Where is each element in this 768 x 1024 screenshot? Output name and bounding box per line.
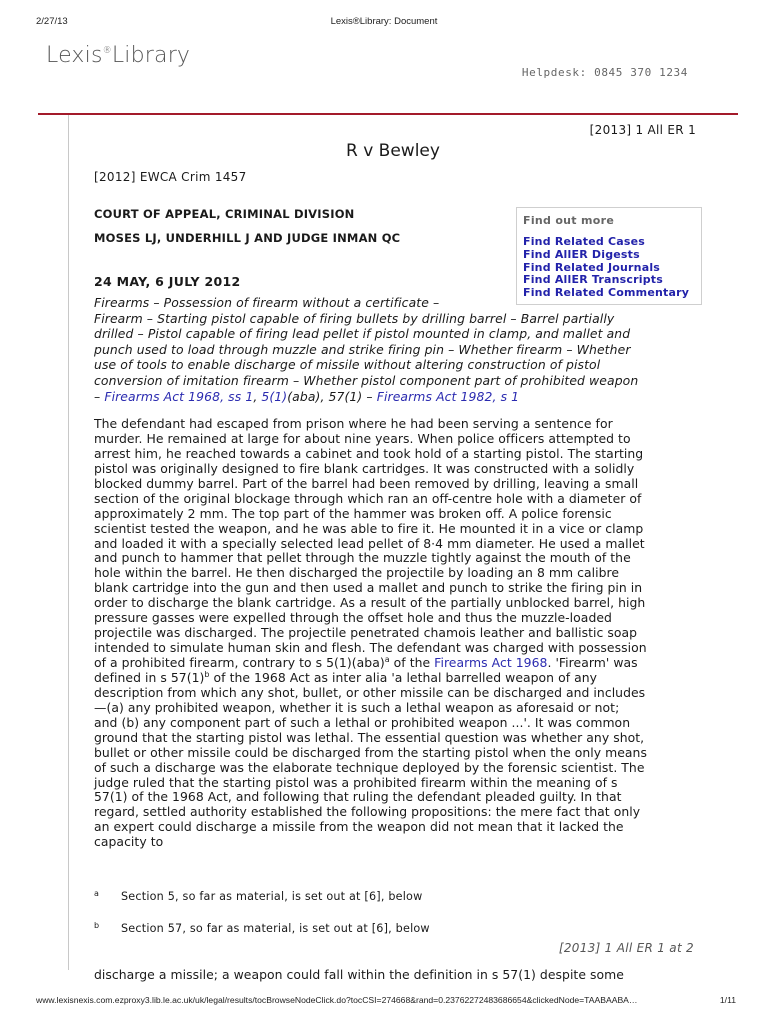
find-out-more-panel xyxy=(516,207,702,305)
catchword-line: conversion of imitation firearm – Whether pistol component part of prohibited weapon xyxy=(94,372,639,388)
body-line: section of the original blockage through which ran an off-centre hole with a diameter of xyxy=(94,490,642,506)
body-line: regard, settled authority established the following propositions: the mere fact that only xyxy=(94,804,641,820)
body-line: arrest him, he reached towards a cabinet and took hold of a starting pistol. The starting xyxy=(94,445,644,461)
body-line: approximately 2 mm. The top part of the hammer was broken off. A police forensic xyxy=(94,505,612,521)
header-divider xyxy=(38,113,738,115)
court-name: COURT OF APPEAL, CRIMINAL DIVISION xyxy=(94,207,355,221)
body-line: intended to simulate human skin and flesh. The defendant was charged with possession xyxy=(94,640,647,656)
body-line: hole within the barrel. He then discharged the projectile by loading an 8 mm calibre xyxy=(94,565,620,581)
catchword-statutes-line: – Firearms Act 1968, ss 1, 5(1)(aba), 57(1) – Firearms Act 1982, s 1 xyxy=(94,388,520,404)
body-line: scientist tested the weapon, and he was able to fire it. He mounted it in a vice or clamp xyxy=(94,520,644,536)
body-line: an expert could discharge a missile from the weapon did not mean that it lacked the xyxy=(94,819,624,835)
body-line: pistol was originally designed to fire blank cartridges. It was constructed with a solidly xyxy=(94,460,635,476)
body-line: and (b) any component part of such a lethal or prohibited weapon ...'. It was common xyxy=(94,714,631,730)
footnote-ref-a[interactable]: a xyxy=(384,654,390,664)
print-url: www.lexisnexis.com.ezproxy3.lib.le.ac.uk/uk/legal/results/tocBrowseNodeClick.do?tocCSI=274668&rand=0.23762272483686654&clickedNode=TAABAABA… xyxy=(36,995,638,1005)
find-related-cases-link[interactable]: Find Related Cases xyxy=(523,235,646,248)
catchwords xyxy=(94,295,706,404)
find-aller-transcripts-link[interactable]: Find AllER Transcripts xyxy=(523,273,664,287)
firearms-act-1968-ss1-link[interactable]: Firearms Act 1968, ss 1 xyxy=(104,388,254,404)
body-line: blocked dummy barrel. Part of the barrel had been removed by drilling, leaving a small xyxy=(94,475,639,491)
find-aller-digests-link[interactable]: Find AllER Digests xyxy=(523,247,640,261)
hearing-dates: 24 MAY, 6 JULY 2012 xyxy=(94,274,241,289)
body-line: judge ruled that the starting pistol was a prohibited firearm within the meaning of s xyxy=(94,774,618,790)
catchword-line: Firearm – Starting pistol capable of firing bullets by drilling barrel – Barrel partially xyxy=(94,310,615,326)
logo-registered-mark: ® xyxy=(102,46,112,56)
body-line: of such a discharge was the elaborate technique deployed by the forensic scientist. The xyxy=(94,759,645,775)
print-page-number: 1/11 xyxy=(719,995,736,1005)
helpdesk-phone: Helpdesk: 0845 370 1234 xyxy=(521,66,688,79)
headnote-body xyxy=(94,417,706,850)
section-5-1-link[interactable]: 5(1) xyxy=(261,388,288,404)
print-title: Lexis®Library: Document xyxy=(330,16,438,27)
body-line: bullet or other missile could be discharged from the starting pistol when the only means xyxy=(94,744,647,760)
find-related-commentary-link[interactable]: Find Related Commentary xyxy=(523,286,690,300)
catchword-line: Firearms – Possession of firearm without a certificate – xyxy=(94,295,440,310)
footnote-marker: a xyxy=(94,889,99,898)
body-line: of a prohibited firearm, contrary to s 5(1)(aba)$^a$ of the Firearms Act 1968. 'Firearm' was xyxy=(94,654,638,670)
catchword-line: use of tools to enable discharge of missile without altering construction of pistol xyxy=(94,357,601,373)
body-line: capacity to xyxy=(94,834,164,850)
firearms-act-1968-link[interactable]: Firearms Act 1968 xyxy=(434,655,548,670)
find-related-journals-link[interactable]: Find Related Journals xyxy=(523,260,661,274)
case-title: R v Bewley xyxy=(346,141,440,161)
report-citation: [2013] 1 All ER 1 xyxy=(589,123,696,137)
body-line: projectile was discharged. The projectile penetrated chamois leather and ballistic soap xyxy=(94,625,638,641)
body-line: defined in s $57(1)^b$ of the 1968 Act as inter alia 'a lethal barrelled weapon of any xyxy=(94,669,598,685)
body-line: and punch to hammer that pellet through the muzzle tightly against the mouth of the xyxy=(94,550,631,566)
catchword-line: drilled – Pistol capable of firing lead pellet if pistol mounted in clamp, and mallet and xyxy=(94,326,631,342)
page-citation: [2013] 1 All ER 1 at 2 xyxy=(558,941,694,955)
logo-rest: Library xyxy=(111,43,191,68)
content-left-rule xyxy=(68,115,69,970)
footnote-marker: b xyxy=(94,921,100,930)
footnote-text: Section 5, so far as material, is set out at [6], below xyxy=(121,890,423,903)
body-line: 57(1) of the 1968 Act, and following that ruling the defendant pleaded guilty. In that xyxy=(94,789,622,805)
body-line: description from which any shot, bullet, or other missile can be discharged and includes xyxy=(94,684,646,700)
body-line: blank cartridge into the gun and then used a mallet and punch to strike the firing pin in xyxy=(94,580,643,596)
body-line: —(a) any prohibited weapon, whether it is such a lethal weapon as aforesaid or not; xyxy=(94,699,620,715)
neutral-citation: [2012] EWCA Crim 1457 xyxy=(94,170,247,184)
body-line: murder. He remained at large for about nine years. When police officers attempted to xyxy=(94,430,631,446)
body-line: and loaded it with a specially selected lead pellet of 8·4 mm diameter. He used a mallet xyxy=(94,535,645,551)
catchword-line: punch used to load through muzzle and strike firing pin – Whether firearm – Whether xyxy=(94,341,631,357)
find-out-more-links xyxy=(523,236,689,300)
lexis-library-logo[interactable] xyxy=(46,43,190,68)
body-line: ground that the starting pistol was lethal. The essential question was whether any shot, xyxy=(94,729,645,745)
print-date: 2/27/13 xyxy=(36,16,68,27)
footnote-text: Section 57, so far as material, is set out at [6], below xyxy=(121,922,430,935)
body-line: order to discharge the blank cartridge. As a result of the partially unblocked barrel, high xyxy=(94,595,646,611)
continuation-line: discharge a missile; a weapon could fall within the definition in s 57(1) despite some xyxy=(94,967,624,982)
body-line: pressure gasses were expelled through the offset hole and thus the muzzle-loaded xyxy=(94,610,612,626)
firearms-act-1982-s1-link[interactable]: Firearms Act 1982, s 1 xyxy=(376,388,520,404)
judges: MOSES LJ, UNDERHILL J AND JUDGE INMAN QC xyxy=(94,231,401,245)
find-out-more-heading: Find out more xyxy=(523,214,615,227)
footnote-ref-b[interactable]: b xyxy=(204,669,210,679)
logo-main: Lexis xyxy=(46,43,103,68)
body-line: The defendant had escaped from prison where he had been serving a sentence for xyxy=(94,416,613,431)
